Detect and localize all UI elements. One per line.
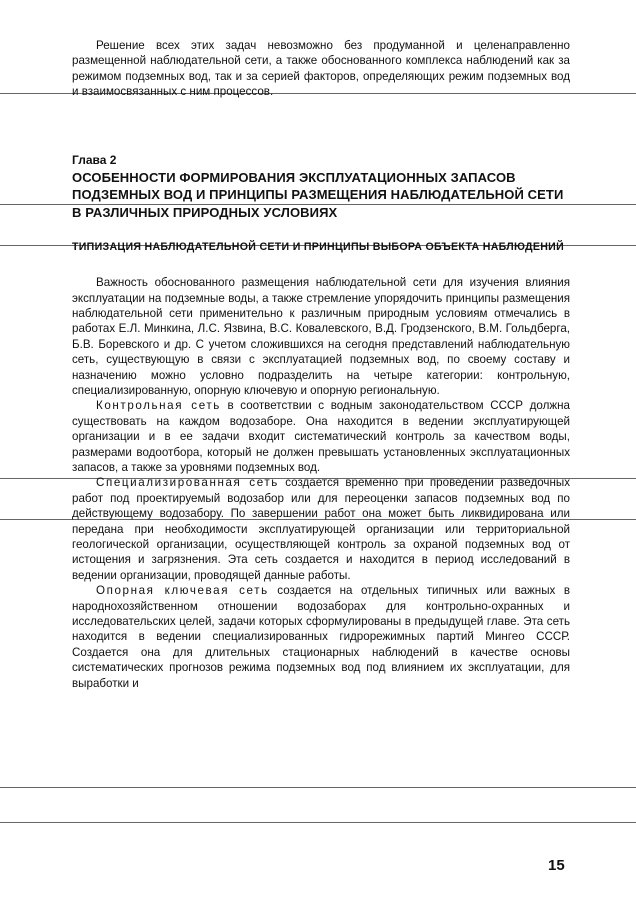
term-control-network: Контрольная сеть: [96, 399, 221, 413]
body-paragraph-3: [72, 475, 570, 583]
scan-line: [0, 822, 636, 823]
page-content: [72, 38, 570, 691]
paragraph-4-text: создается на отдельных типичных или важных в народнохозяйственном отношении водозаборах для контрольно-охранных и исследовательских целей, задачи которых сформулированы в предыдущей главе. Эта сеть находится в ведении специализированных гидрорежимных партий Мингео СССР. Создается она для длительных стационарных наблюдений в качестве основы систематических прогнозов режима подземных вод под влиянием их эксплуатации, для выработки и: [72, 584, 570, 690]
chapter-title: ОСОБЕННОСТИ ФОРМИРОВАНИЯ ЭКСПЛУАТАЦИОННЫХ ЗАПАСОВ ПОДЗЕМНЫХ ВОД И ПРИНЦИПЫ РАЗМЕЩЕНИЯ НАБЛЮДАТЕЛЬНОЙ СЕТИ В РАЗЛИЧНЫХ ПРИРОДНЫХ УСЛОВИЯХ: [72, 169, 564, 220]
body-paragraph-1: Важность обоснованного размещения наблюдательной сети для изучения влияния эксплуатации на подземные воды, а также стремление упорядочить принципы размещения наблюдательной сети применительно к различным природным условиям отмечались в работах Е.Л. Минкина, Л.С. Язвина, В.С. Ковалевского, В.Д. Гродзенского, В.М. Гольдберга, Б.В. Боревского и др. С учетом сложившихся на сегодня представлений наблюдательную сеть, существующую в связи с эксплуатацией подземных вод, по своему составу и назначению можно условно подразделить на четыре категории: контрольную, специализированную, опорную ключевую и опорную региональную.: [72, 276, 570, 397]
body-paragraph-2: [72, 398, 570, 475]
paragraph-3-text: создается временно при проведении разведочных работ под проектируемый водозабор или для переоценки запасов подземных вод по действующему водозабору. По завершении работ она может быть ликвидирована или передана при необходимости эксплуатирующей организации или территориальной геологической организации, осуществляющей контроль за охраной подземных вод от истощения и загрязнения. Эта сеть создается и находится в период исследований в ведении организации, проводящей данные работы.: [72, 476, 570, 582]
section-title: ТИПИЗАЦИЯ НАБЛЮДАТЕЛЬНОЙ СЕТИ И ПРИНЦИПЫ ВЫБОРА ОБЪЕКТА НАБЛЮДЕНИЙ: [72, 241, 564, 254]
term-key-reference-network: Опорная ключевая сеть: [96, 584, 269, 598]
intro-paragraph: Решение всех этих задач невозможно без продуманной и целенаправленно размещенной наблюдательной сети, а также обоснованного комплекса наблюдений как за режимом подземных вод, так и за серией факторов, определяющих режим подземных вод и взаимосвязанных с ним процессов.: [72, 39, 570, 99]
paragraph-2-text: в соответствии с водным законодательством СССР должна существовать на каждом водозаборе. Она находится в ведении эксплуатирующей организации и в ее задачи входит систематический контроль за качеством воды, размерами водоотбора, который не должен превышать установленных эксплуатационных запасов, а также за уровнями подземных вод.: [72, 399, 570, 474]
body-text: [72, 275, 570, 691]
chapter-label: Глава 2: [72, 152, 117, 167]
term-specialized-network: Специализированная сеть: [96, 476, 279, 490]
body-paragraph-4: [72, 583, 570, 691]
scan-line: [0, 787, 636, 788]
page-number: 15: [548, 857, 565, 874]
